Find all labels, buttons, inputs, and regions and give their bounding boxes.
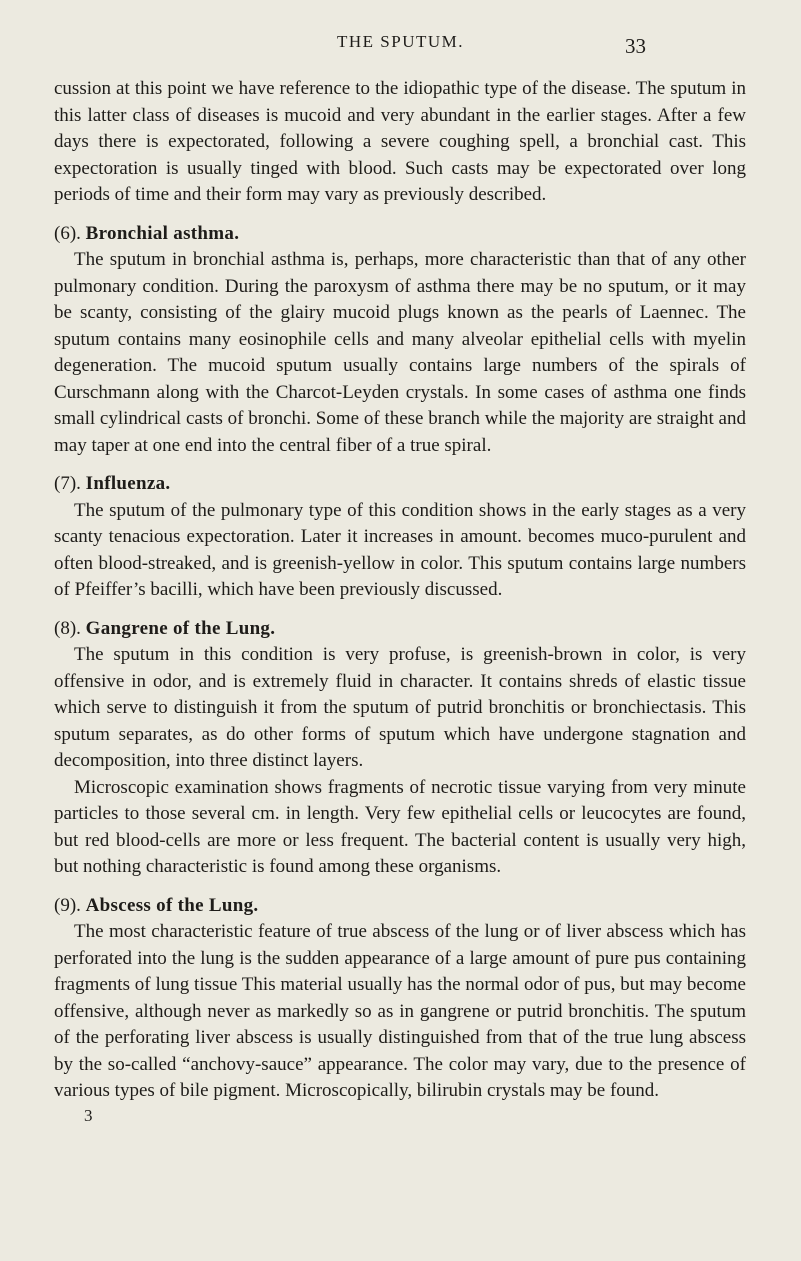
section-number: (8). [54,617,81,639]
section-gangrene-of-the-lung [54,616,746,881]
section-heading [54,471,746,498]
page-number: 33 [625,34,646,58]
running-head: THE SPUTUM. [336,32,464,51]
section-title: Influenza. [85,473,171,494]
section-bronchial-asthma [54,221,746,460]
section-heading [54,893,746,920]
section-number: (6). [54,222,81,244]
section-title: Gangrene of the Lung. [85,617,276,639]
paragraph: The sputum of the pulmonary type of this condition shows in the early stages as a very scanty tenacious expectoration. Later it increases in amount. becomes muco-purulent and often blood-streaked, and is greenish-yellow in color. This sputum contains large numbers of Pfeiffer’s bacilli, which have been previously discussed. [54,499,746,600]
section-title: Abscess of the Lung. [85,894,259,916]
paragraph: The sputum in this condition is very profuse, is greenish-brown in color, is very offensive in odor, and is extremely fluid in character. It contains shreds of elastic tissue which serve to distinguish it from the sputum of putrid bronchitis or bronchiectasis. This sputum separates, as do other forms of sputum which have undergone stagnation and decomposition, into three distinct layers. [54,644,746,771]
intro-paragraph: cussion at this point we have reference to the idiopathic type of the disease. The sputum in this latter class of diseases is mucoid and very abundant in the earlier stages. After a few days there is expectorated, following a severe coughing spell, a bronchial cast. This expectoration is usually tinged with blood. Such casts may be expectorated over long periods of time and their form may vary as previously described. [54,78,746,205]
paragraph: The sputum in bronchial asthma is, perhaps, more characteristic than that of any other pulmonary condition. During the paroxysm of asthma there may be no sputum, or it may be scanty, consisting of the glairy mucoid plugs known as the pearls of Laennec. The sputum contains many eosinophile cells and many alveolar epithelial cells with myelin degeneration. The mucoid sputum usually contains large numbers of the spirals of Curschmann along with the Charcot-Leyden crystals. In some cases of asthma one finds small cylindrical casts of bronchi. Some of these branch while the majority are straight and may taper at one end into the central fiber of a true spiral. [54,249,746,456]
section-abscess-of-the-lung [54,893,746,1105]
section-heading [54,221,746,248]
signature-mark: 3 [84,1105,93,1125]
paragraph: The most characteristic feature of true abscess of the lung or of liver abscess which has perforated into the lung is the sudden appearance of a large amount of pure pus containing fragments of lung tissue This material usually has the normal odor of pus, but may become offensive, although never as markedly so as in gangrene or putrid bronchitis. The sputum of the perforating liver abscess is usually distinguished from that of the true lung abscess by the so-called “anchovy-sauce” appearance. The color may vary, due to the presence of various types of bile pigment. Microscopically, bilirubin crystals may be found. [54,921,746,1101]
paragraph: Microscopic examination shows fragments of necrotic tissue varying from very minute particles to those several cm. in length. Very few epithelial cells or leucocytes are found, but red blood-cells are more or less frequent. The bacterial content is usually very high, but nothing characteristic is found among these organisms. [54,776,746,877]
section-influenza [54,471,746,604]
section-heading [54,616,746,643]
section-number: (7). [54,473,81,494]
section-title: Bronchial asthma. [85,222,240,244]
section-number: (9). [54,894,81,916]
body-text [54,76,746,1127]
